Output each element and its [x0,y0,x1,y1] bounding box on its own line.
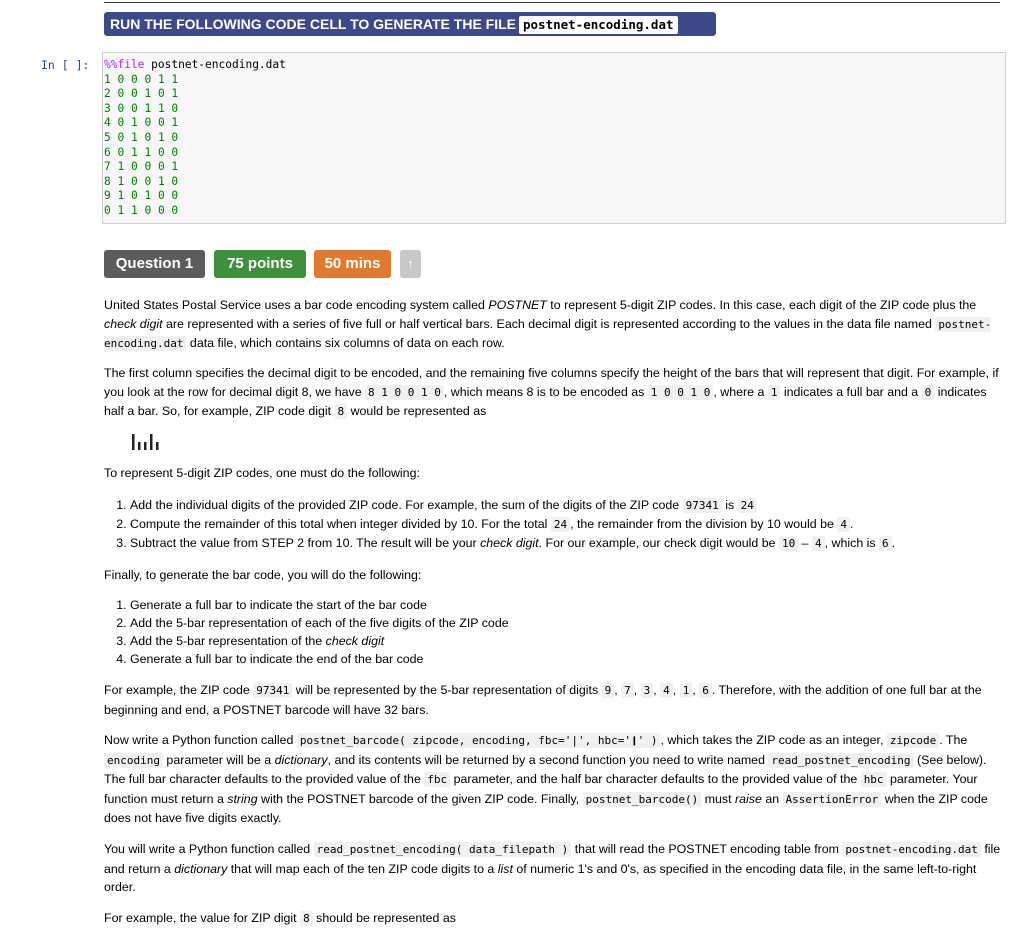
encoding-row: 4 0 1 0 0 1 [104,116,179,130]
gen-step-2: 2. Add the 5-bar representation of each of the five digits of the ZIP code [130,614,1004,632]
gen-step-4: 4. Generate a full bar to indicate the end of the bar code [130,650,1004,668]
points-badge: 75 points [214,250,306,278]
barcode-example-8 [130,432,190,452]
encoding-row: 9 1 0 1 0 0 [104,189,179,203]
step-3: 3. Subtract the value from STEP 2 from 10. The result will be your check digit. For our example, our check digit would be 10 – 4 , which is 6 . [130,534,1004,553]
encoding-row: 7 1 0 0 0 1 [104,160,179,174]
top-divider [104,2,1000,3]
question-badge: Question 1 [104,250,205,278]
step-1: 1. Add the individual digits of the provided ZIP code. For example, the sum of the digits of the ZIP code 97341 is 24 [130,496,1004,515]
full-bar [150,434,153,450]
step-2: 2. Compute the remainder of this total when integer divided by 10. For the total 24 , the remainder from the division by 10 would be 4 . [130,515,1004,534]
half-bar [144,442,147,450]
time-badge: 50 mins [314,250,391,278]
code-cell-content[interactable] [104,58,286,219]
gen-step-3: 3. Add the 5-bar representation of the check digit [130,632,1004,650]
encoding-row: 8 1 0 0 1 0 [104,174,179,188]
paragraph-represent: To represent 5-digit ZIP codes, one must do the following: [104,466,420,480]
encoding-rows [104,73,178,217]
encoding-row: 2 0 0 1 0 1 [104,87,179,101]
instruction-banner [104,12,716,36]
paragraph-example-digit: For example, the value for ZIP digit 8 should be represented as [104,911,456,925]
paragraph-barcode-function: Now write a Python function called postnet_barcode( zipcode, encoding, fbc='|', hbc='❙' ) , which takes the ZIP code as an integer, zipcode . The encoding parameter will be a dictionary, and its contents will be returned by a second function you need to write named read_postnet_encoding (See below). The full bar character defaults to the provided value of the fbc parameter, and the half bar character defaults to the provided value of the hbc parameter. Your function must return a string with the POSTNET barcode of the given ZIP code. Finally, postnet_barcode() must raise an AssertionError when the ZIP code does not have five digits exactly. [104,733,988,825]
full-bar [132,434,135,450]
gen-step-1: 1. Generate a full bar to indicate the start of the bar code [130,596,1004,614]
magic-command: %%file [104,58,145,71]
banner-text: RUN THE FOLLOWING CODE CELL TO GENERATE THE FILE [110,16,516,32]
encoding-row: 0 1 1 0 0 0 [104,203,179,217]
steps-list [104,496,1004,553]
paragraph-finally: Finally, to generate the bar code, you will do the following: [104,568,422,582]
half-bar [138,442,141,450]
paragraph-example-zip: For example, the ZIP code 97341 will be represented by the 5-bar representation of digits 9 , 7 , 3 , 4 , 1 , 6 . Therefore, with the addition of one full bar at the beginning and end, a POSTNET barcode will have 32 bars. [104,683,982,717]
banner-filename: postnet-encoding.dat [519,16,678,34]
paragraph-columns: The first column specifies the decimal digit to be encoded, and the remaining five columns specify the height of the bars that will represent that digit. For example, if you look at the row for decimal digit 8, we have 8 1 0 0 1 0 , which means 8 is to be encoded as 1 0 0 1 0 , where a 1 indicates a full bar and a 0 indicates half a bar. So, for example, ZIP code digit 8 would be represented as [104,366,999,418]
encoding-row: 1 0 0 0 1 1 [104,72,179,86]
cell-filename: postnet-encoding.dat [144,58,286,71]
paragraph-intro: United States Postal Service uses a bar code encoding system called POSTNET to represent 5-digit ZIP codes. In this case, each digit of the ZIP code plus the check digit are represented with a series of five full or half vertical bars. Each decimal digit is represented according to the values in the data file named postnet-encoding.dat data file, which contains six columns of data on each row. [104,298,992,350]
cell-prompt: In [ ]: [41,58,90,72]
encoding-row: 5 0 1 0 1 0 [104,130,179,144]
code-cell[interactable] [102,52,1006,224]
paragraph-read-function: You will write a Python function called read_postnet_encoding( data_filepath ) that will read the POSTNET encoding table from postnet-encoding.dat file and return a dictionary that will map each of the ten ZIP code digits to a list of numeric 1's and 0's, as specified in the encoding data file, in the same left-to-right order. [104,842,1001,894]
encoding-row: 3 0 0 1 1 0 [104,101,179,115]
up-arrow-icon[interactable]: ↑ [400,250,421,278]
generate-list [104,596,1004,668]
half-bar [156,442,159,450]
encoding-row: 6 0 1 1 0 0 [104,145,179,159]
